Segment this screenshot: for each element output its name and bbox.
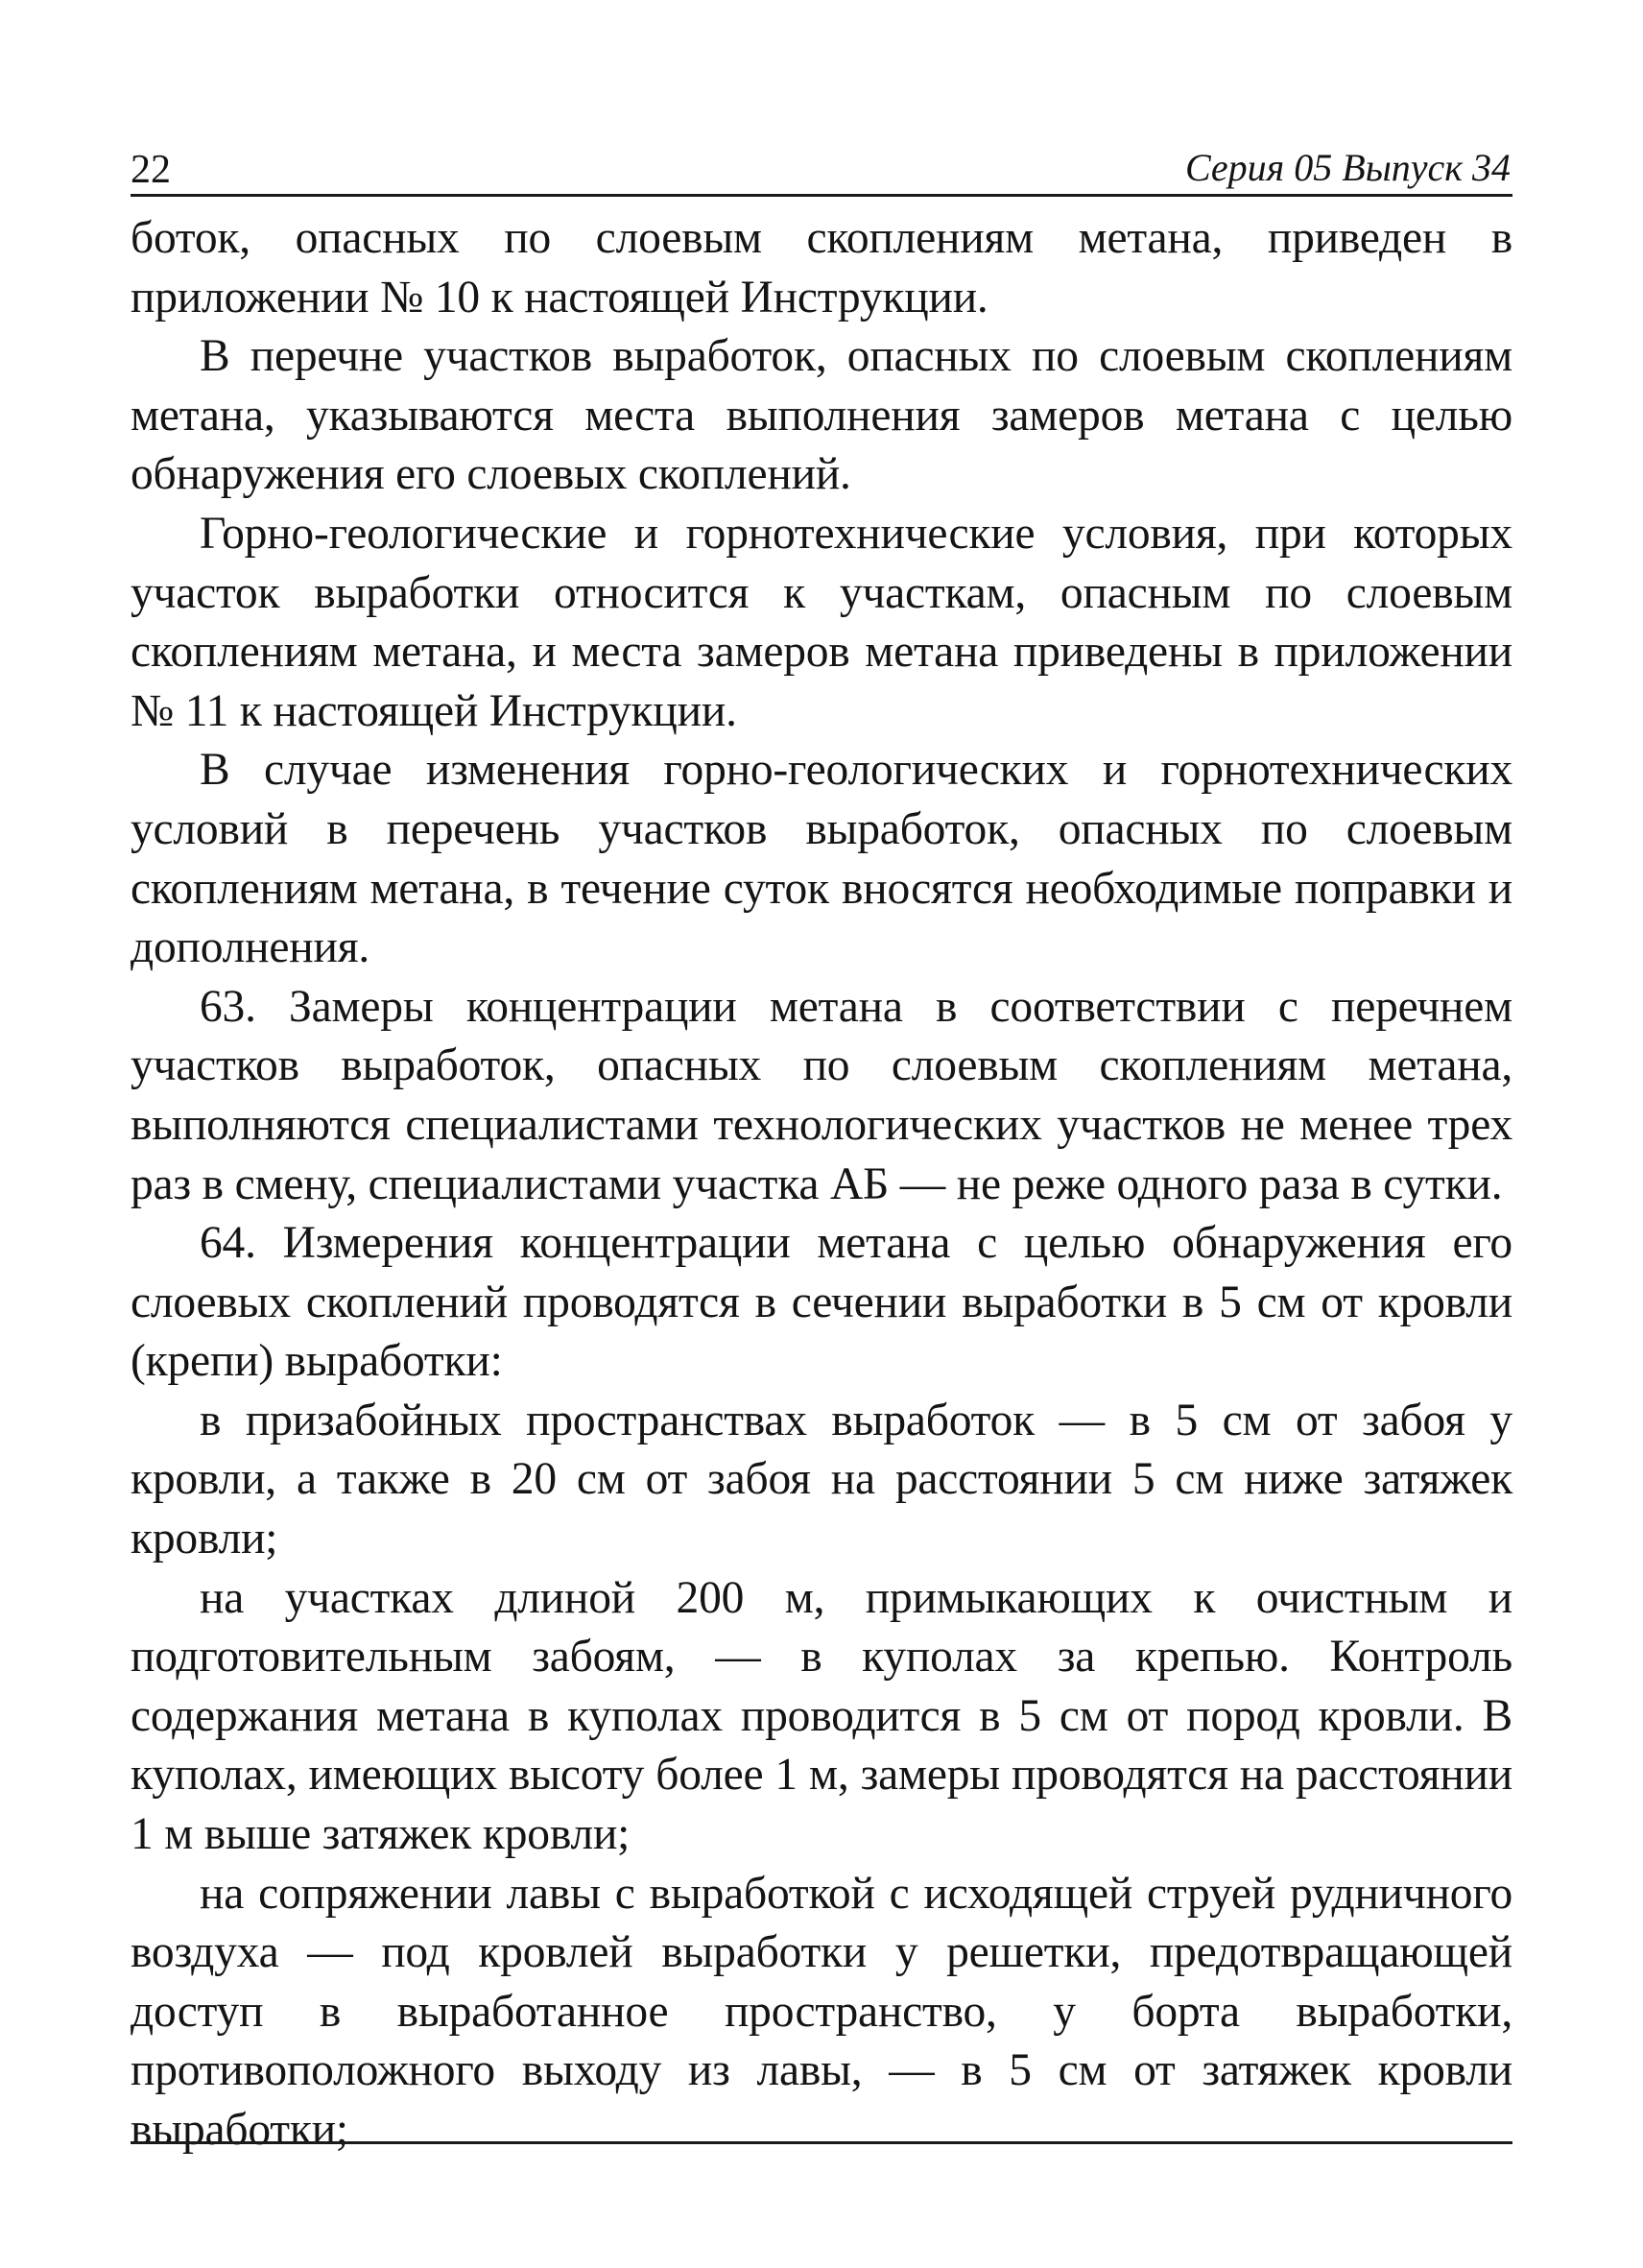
paragraph: на участках длиной 200 м, примыкающих к очистным и подготовительным забоям, — в куполах за крепью. Контроль содержания метана в куполах проводится в 5 см от пород кровли. В куполах, имеющих высоту более 1 м, замеры проводятся на расстоянии 1 м выше затяжек кровли; bbox=[131, 1572, 1512, 1860]
paragraph: 64. Измерения концентрации метана с целью обнаружения его слоевых скоплений проводятся в сечении выработки в 5 см от кровли (крепи) выработки: bbox=[131, 1218, 1512, 1387]
paragraph: В перечне участков выработок, опасных по слоевым скоплениям метана, указываются места выполнения замеров метана с целью обнаружения его слоевых скоплений. bbox=[131, 331, 1512, 500]
paragraph: Горно-геологические и горнотехнические условия, при которых участок выработки относится к участкам, опасным по слоевым скоплениям метана, и места замеров метана приведены в приложении № 11 к настоящей Инструкции. bbox=[131, 508, 1512, 736]
paragraph: В случае изменения горно-геологических и горнотехнических условий в перечень участков выработок, опасных по слоевым скоплениям метана, в течение суток вносятся необходимые поправки и дополнения. bbox=[131, 745, 1512, 973]
paragraph: на сопряжении лавы с выработкой с исходящей струей рудничного воздуха — под кровлей выработки у решетки, предотвращающей доступ в выработанное пространство, у борта выработки, противоположного выходу из лавы, — в 5 см от затяжек кровли выработки; bbox=[131, 1868, 1512, 2155]
paragraph: 63. Замеры концентрации метана в соответствии с перечнем участков выработок, опасных по слоевым скоплениям метана, выполняются специалистами технологических участков не менее трех раз в смену, специалистами участка АБ — не реже одного раза в сутки. bbox=[131, 981, 1512, 1209]
body-text bbox=[131, 209, 1512, 2161]
paragraph: в призабойных пространствах выработок — в 5 см от забоя у кровли, а также в 20 см от забоя на расстоянии 5 см ниже затяжек кровли; bbox=[131, 1395, 1512, 1564]
page-number: 22 bbox=[131, 148, 171, 192]
page-header bbox=[131, 140, 1512, 197]
paragraph: боток, опасных по слоевым скоплениям метана, приведен в приложении № 10 к настоящей Инструкции. bbox=[131, 213, 1512, 322]
footer-rule bbox=[131, 2141, 1512, 2144]
running-title: Серия 05 Выпуск 34 bbox=[1184, 146, 1511, 189]
